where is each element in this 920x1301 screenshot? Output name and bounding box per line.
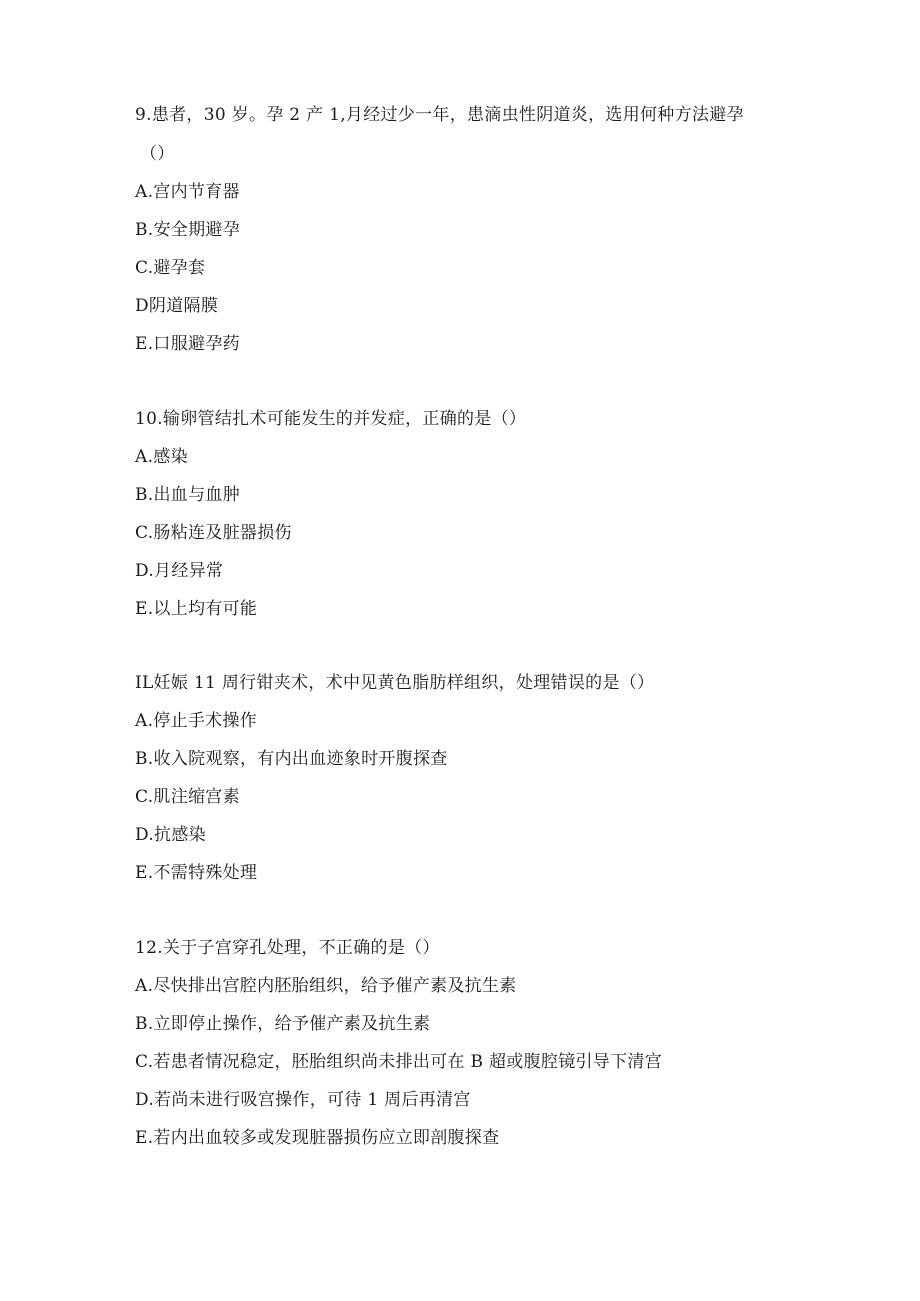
question-11-stem: IL妊娠 11 周行钳夹术，术中见黄色脂肪样组织，处理错误的是（） xyxy=(135,673,655,693)
question-11-option-d: D.抗感染 xyxy=(135,825,206,845)
question-11-option-a: A.停止手术操作 xyxy=(135,711,258,731)
question-11-option-e: E.不需特殊处理 xyxy=(135,863,258,883)
question-12-option-a: A.尽快排出宫腔内胚胎组织，给予催产素及抗生素 xyxy=(135,976,517,996)
question-9-option-d: D阴道隔膜 xyxy=(135,296,219,316)
question-12-option-b: B.立即停止操作，给予催产素及抗生素 xyxy=(135,1014,431,1034)
question-10-stem: 10.输卵管结扎术可能发生的并发症，正确的是（） xyxy=(135,409,527,429)
question-10-option-b: B.出血与血肿 xyxy=(135,485,240,505)
question-10-option-c: C.肠粘连及脏器损伤 xyxy=(135,523,292,543)
question-12-stem: 12.关于子宫穿孔处理，不正确的是（） xyxy=(135,938,440,958)
question-12-option-d: D.若尚未进行吸宫操作，可待 1 周后再清宫 xyxy=(135,1090,471,1110)
question-9-stem: 9.患者，30 岁。孕 2 产 1,月经过少一年，患滴虫性阴道炎，选用何种方法避孕 xyxy=(135,105,744,125)
question-10-option-a: A.感染 xyxy=(135,447,188,467)
question-10-option-e: E.以上均有可能 xyxy=(135,599,258,619)
question-9-option-e: E.口服避孕药 xyxy=(135,334,240,354)
question-10-option-d: D.月经异常 xyxy=(135,561,224,581)
question-9-option-b: B.安全期避孕 xyxy=(135,220,240,240)
question-11-option-c: C.肌注缩宫素 xyxy=(135,787,240,807)
question-9-stem-continuation: （） xyxy=(140,144,175,164)
question-11-option-b: B.收入院观察，有内出血迹象时开腹探查 xyxy=(135,749,448,769)
question-12-option-c: C.若患者情况稳定，胚胎组织尚未排出可在 B 超或腹腔镜引导下清宫 xyxy=(135,1052,663,1072)
question-9-option-a: A.宫内节育器 xyxy=(135,182,240,202)
question-12-option-e: E.若内出血较多或发现脏器损伤应立即剖腹探查 xyxy=(135,1128,500,1148)
question-9-option-c: C.避孕套 xyxy=(135,258,206,278)
